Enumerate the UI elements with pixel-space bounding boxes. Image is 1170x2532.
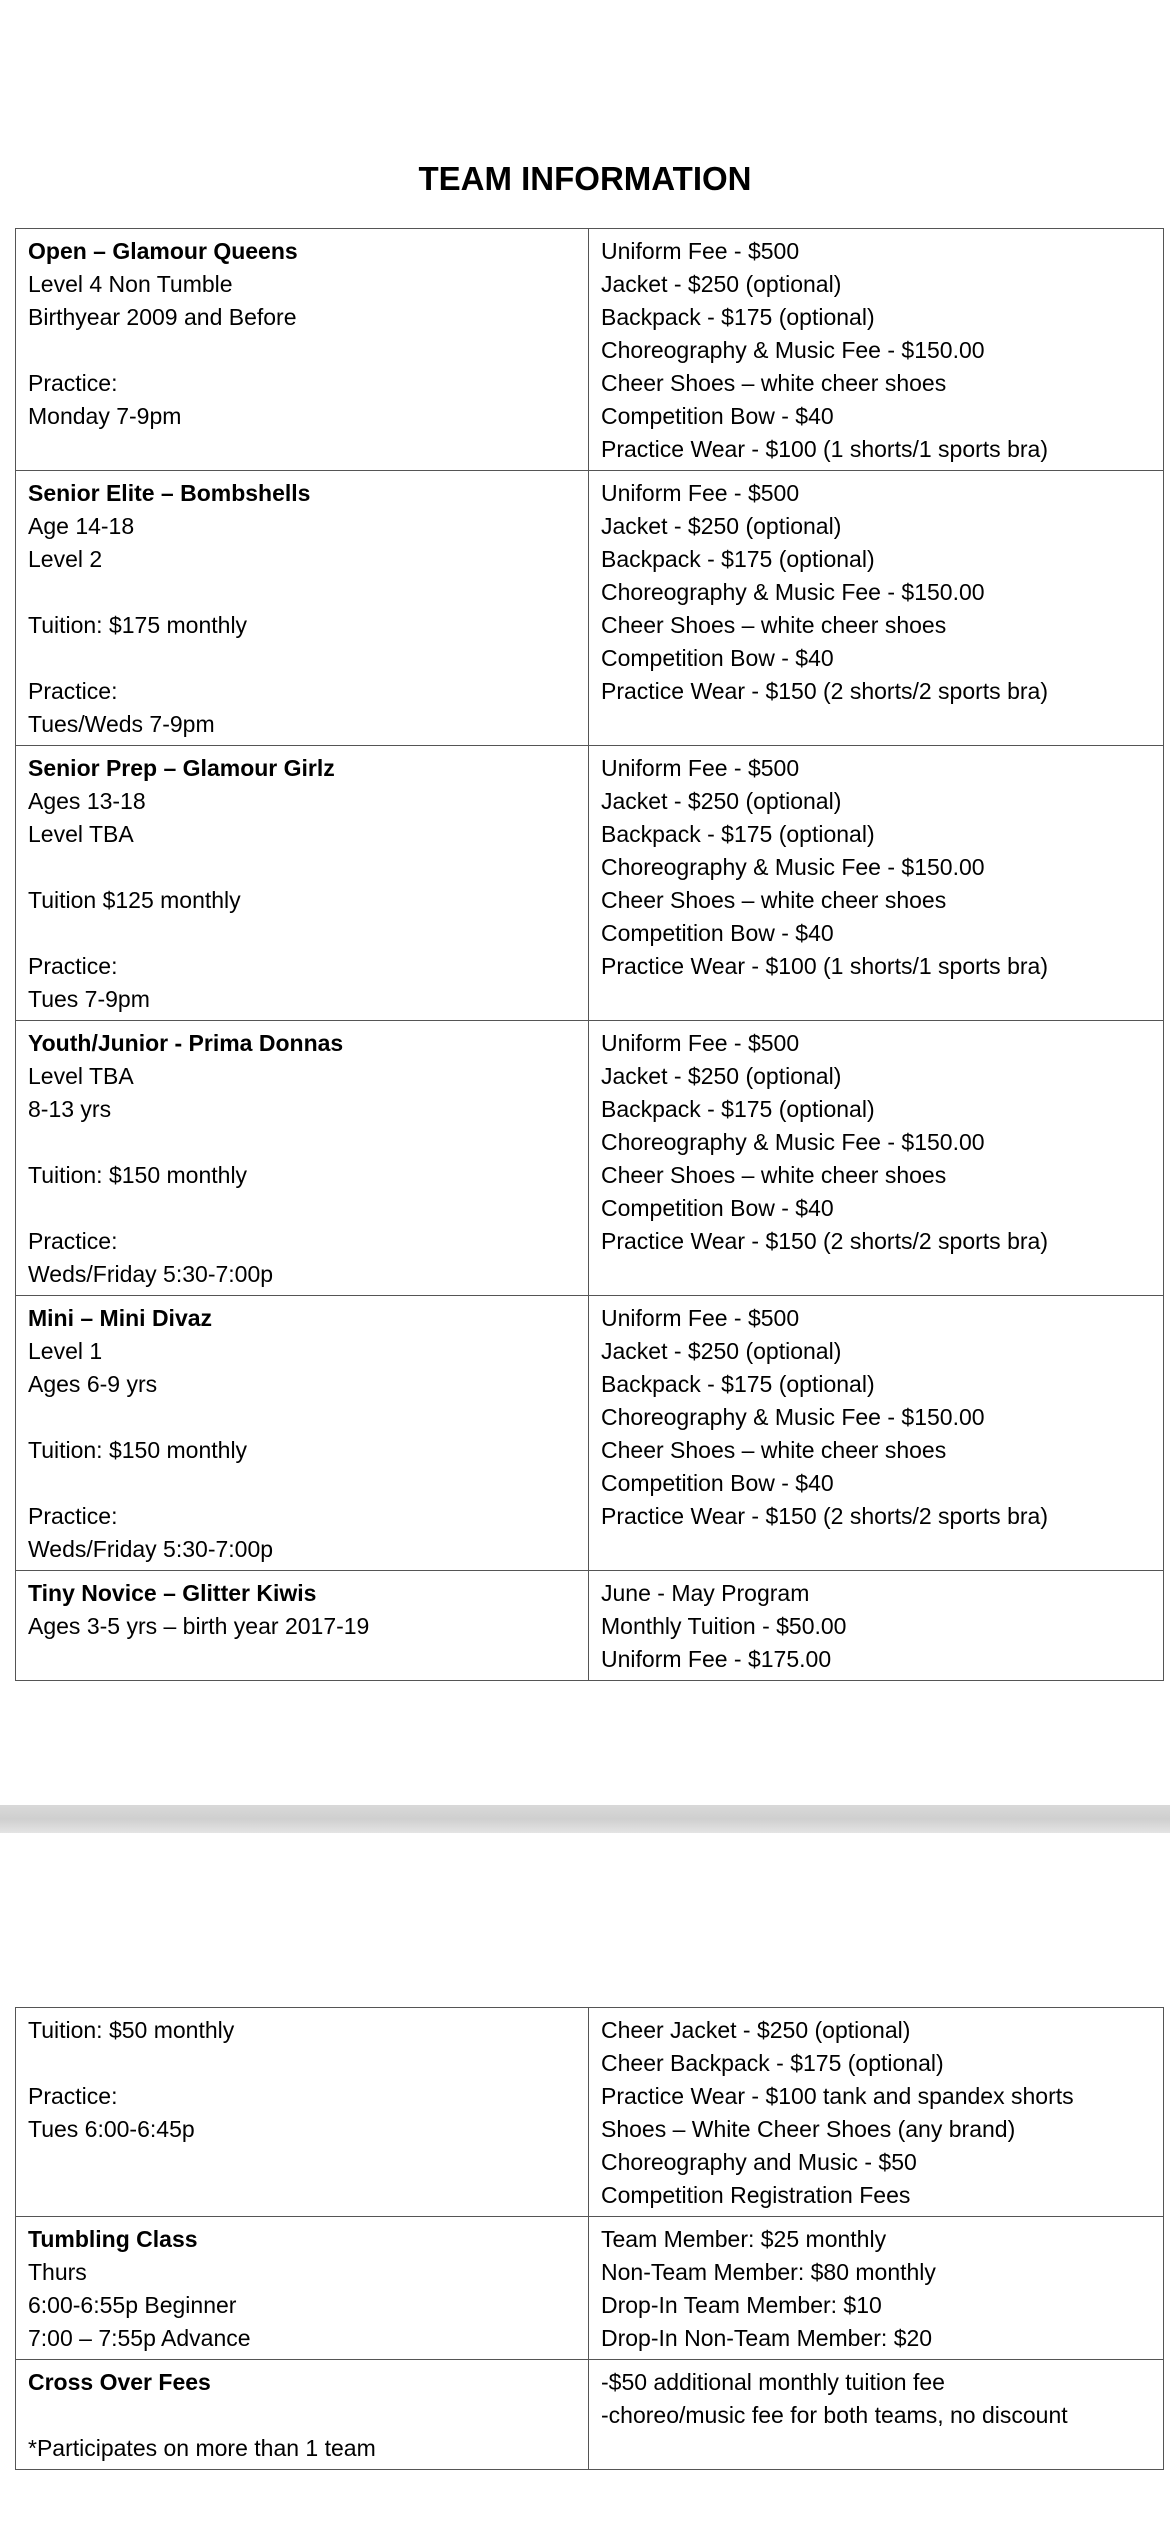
fee-line: Practice Wear - $150 (2 shorts/2 sports bra) xyxy=(601,678,1048,704)
detail-line: 6:00-6:55p Beginner xyxy=(28,2292,237,2318)
detail-line xyxy=(28,2047,576,2080)
team-details-cell xyxy=(16,229,589,471)
fee-line: Cheer Jacket - $250 (optional) xyxy=(601,2017,911,2043)
team-name: Tumbling Class xyxy=(28,2226,198,2252)
detail-line: Monday 7-9pm xyxy=(28,403,182,429)
detail-line xyxy=(28,917,576,950)
fee-line: Cheer Shoes – white cheer shoes xyxy=(601,1437,947,1463)
team-name: Tiny Novice – Glitter Kiwis xyxy=(28,1580,317,1606)
fee-line: Cheer Shoes – white cheer shoes xyxy=(601,370,947,396)
page-title: TEAM INFORMATION xyxy=(418,160,752,197)
fee-line: Backpack - $175 (optional) xyxy=(601,304,875,330)
fee-line: Practice Wear - $100 (1 shorts/1 sports bra) xyxy=(601,436,1048,462)
detail-line: *Participates on more than 1 team xyxy=(28,2435,376,2461)
team-name: Cross Over Fees xyxy=(28,2369,211,2395)
detail-line xyxy=(28,1467,576,1500)
fee-line: Choreography and Music - $50 xyxy=(601,2149,917,2175)
fee-line: Choreography & Music Fee - $150.00 xyxy=(601,1404,985,1430)
team-info-table xyxy=(15,228,1164,1681)
table-row xyxy=(16,471,1164,746)
detail-line: Tuition: $150 monthly xyxy=(28,1437,248,1463)
fee-line: Practice Wear - $150 (2 shorts/2 sports bra) xyxy=(601,1228,1048,1254)
team-details-cell xyxy=(16,1021,589,1296)
fee-line: Uniform Fee - $500 xyxy=(601,480,800,506)
team-details-cell xyxy=(16,1571,589,1681)
team-name: Senior Prep – Glamour Girlz xyxy=(28,755,335,781)
fee-line: -$50 additional monthly tuition fee xyxy=(601,2369,945,2395)
detail-line: Tues/Weds 7-9pm xyxy=(28,711,215,737)
detail-line: Ages 13-18 xyxy=(28,788,146,814)
detail-line: Practice: xyxy=(28,678,118,704)
fee-line: Choreography & Music Fee - $150.00 xyxy=(601,337,985,363)
table-row xyxy=(16,2008,1164,2217)
detail-line xyxy=(28,851,576,884)
fee-line: June - May Program xyxy=(601,1580,810,1606)
detail-line: Birthyear 2009 and Before xyxy=(28,304,297,330)
team-details-cell xyxy=(16,2217,589,2360)
fee-line: Cheer Backpack - $175 (optional) xyxy=(601,2050,944,2076)
additional-info-table xyxy=(15,2007,1164,2470)
detail-line: Thurs xyxy=(28,2259,87,2285)
detail-line: Ages 6-9 yrs xyxy=(28,1371,158,1397)
fee-line: Competition Bow - $40 xyxy=(601,403,834,429)
fee-line: Cheer Shoes – white cheer shoes xyxy=(601,887,947,913)
detail-line: 7:00 – 7:55p Advance xyxy=(28,2325,251,2351)
detail-line: Weds/Friday 5:30-7:00p xyxy=(28,1261,274,1287)
fee-line: Uniform Fee - $175.00 xyxy=(601,1646,832,1672)
fee-line: Jacket - $250 (optional) xyxy=(601,271,842,297)
team-details-cell xyxy=(16,746,589,1021)
fees-cell xyxy=(589,1571,1164,1681)
fee-line: Jacket - $250 (optional) xyxy=(601,513,842,539)
detail-line: Practice: xyxy=(28,953,118,979)
team-name: Open – Glamour Queens xyxy=(28,238,298,264)
team-details-cell xyxy=(16,1296,589,1571)
table-row xyxy=(16,229,1164,471)
detail-line: Level 2 xyxy=(28,546,103,572)
detail-line: Practice: xyxy=(28,1228,118,1254)
detail-line: Practice: xyxy=(28,370,118,396)
detail-line xyxy=(28,576,576,609)
detail-line xyxy=(28,2399,576,2432)
team-name: Mini – Mini Divaz xyxy=(28,1305,213,1331)
fee-line: Jacket - $250 (optional) xyxy=(601,788,842,814)
table-row xyxy=(16,746,1164,1021)
fees-cell xyxy=(589,2217,1164,2360)
detail-line: Tuition: $50 monthly xyxy=(28,2017,235,2043)
fee-line: Monthly Tuition - $50.00 xyxy=(601,1613,847,1639)
detail-line: Tuition: $175 monthly xyxy=(28,612,248,638)
detail-line: Weds/Friday 5:30-7:00p xyxy=(28,1536,274,1562)
detail-line xyxy=(28,642,576,675)
fee-line: Competition Registration Fees xyxy=(601,2182,911,2208)
fee-line: Choreography & Music Fee - $150.00 xyxy=(601,854,985,880)
fee-line: Choreography & Music Fee - $150.00 xyxy=(601,579,985,605)
team-info-table-body xyxy=(16,229,1164,1681)
fees-cell xyxy=(589,471,1164,746)
team-details-cell xyxy=(16,2008,589,2217)
table-row xyxy=(16,1571,1164,1681)
fees-cell xyxy=(589,1296,1164,1571)
detail-line: Level 1 xyxy=(28,1338,103,1364)
fee-line: Practice Wear - $150 (2 shorts/2 sports bra) xyxy=(601,1503,1048,1529)
fee-line: Uniform Fee - $500 xyxy=(601,1305,800,1331)
fee-line: Backpack - $175 (optional) xyxy=(601,821,875,847)
detail-line: Tues 7-9pm xyxy=(28,986,150,1012)
fee-line: Jacket - $250 (optional) xyxy=(601,1063,842,1089)
detail-line xyxy=(28,334,576,367)
fee-line: Competition Bow - $40 xyxy=(601,920,834,946)
detail-line xyxy=(28,1401,576,1434)
fee-line: Backpack - $175 (optional) xyxy=(601,546,875,572)
fees-cell xyxy=(589,1021,1164,1296)
detail-line: Age 14-18 xyxy=(28,513,135,539)
fee-line: Shoes – White Cheer Shoes (any brand) xyxy=(601,2116,1016,2142)
page-break-divider xyxy=(0,1805,1170,1833)
fee-line: Drop-In Team Member: $10 xyxy=(601,2292,882,2318)
detail-line: Level TBA xyxy=(28,1063,134,1089)
fee-line: Competition Bow - $40 xyxy=(601,645,834,671)
fee-line: Backpack - $175 (optional) xyxy=(601,1096,875,1122)
detail-line: Level TBA xyxy=(28,821,134,847)
fee-line: Non-Team Member: $80 monthly xyxy=(601,2259,936,2285)
table-row xyxy=(16,2217,1164,2360)
additional-info-table-body xyxy=(16,2008,1164,2470)
fees-cell xyxy=(589,229,1164,471)
fee-line: -choreo/music fee for both teams, no discount xyxy=(601,2402,1068,2428)
detail-line: Level 4 Non Tumble xyxy=(28,271,233,297)
fee-line: Uniform Fee - $500 xyxy=(601,755,800,781)
fee-line: Drop-In Non-Team Member: $20 xyxy=(601,2325,933,2351)
team-name: Youth/Junior - Prima Donnas xyxy=(28,1030,344,1056)
detail-line xyxy=(28,1126,576,1159)
team-details-cell xyxy=(16,471,589,746)
detail-line: Ages 3-5 yrs – birth year 2017-19 xyxy=(28,1613,370,1639)
fee-line: Competition Bow - $40 xyxy=(601,1470,834,1496)
fees-cell xyxy=(589,2360,1164,2470)
table-row xyxy=(16,1021,1164,1296)
detail-line: Practice: xyxy=(28,2083,118,2109)
detail-line: Practice: xyxy=(28,1503,118,1529)
fee-line: Choreography & Music Fee - $150.00 xyxy=(601,1129,985,1155)
fee-line: Cheer Shoes – white cheer shoes xyxy=(601,612,947,638)
detail-line: Tuition $125 monthly xyxy=(28,887,241,913)
table-row xyxy=(16,2360,1164,2470)
detail-line xyxy=(28,1192,576,1225)
table-row xyxy=(16,1296,1164,1571)
fee-line: Team Member: $25 monthly xyxy=(601,2226,887,2252)
fee-line: Uniform Fee - $500 xyxy=(601,238,800,264)
fees-cell xyxy=(589,2008,1164,2217)
fee-line: Practice Wear - $100 (1 shorts/1 sports bra) xyxy=(601,953,1048,979)
detail-line: 8-13 yrs xyxy=(28,1096,112,1122)
fee-line: Competition Bow - $40 xyxy=(601,1195,834,1221)
fee-line: Cheer Shoes – white cheer shoes xyxy=(601,1162,947,1188)
fees-cell xyxy=(589,746,1164,1021)
fee-line: Uniform Fee - $500 xyxy=(601,1030,800,1056)
fee-line: Jacket - $250 (optional) xyxy=(601,1338,842,1364)
detail-line: Tues 6:00-6:45p xyxy=(28,2116,195,2142)
team-name: Senior Elite – Bombshells xyxy=(28,480,311,506)
detail-line: Tuition: $150 monthly xyxy=(28,1162,248,1188)
fee-line: Practice Wear - $100 tank and spandex shorts xyxy=(601,2083,1074,2109)
team-details-cell xyxy=(16,2360,589,2470)
fee-line: Backpack - $175 (optional) xyxy=(601,1371,875,1397)
